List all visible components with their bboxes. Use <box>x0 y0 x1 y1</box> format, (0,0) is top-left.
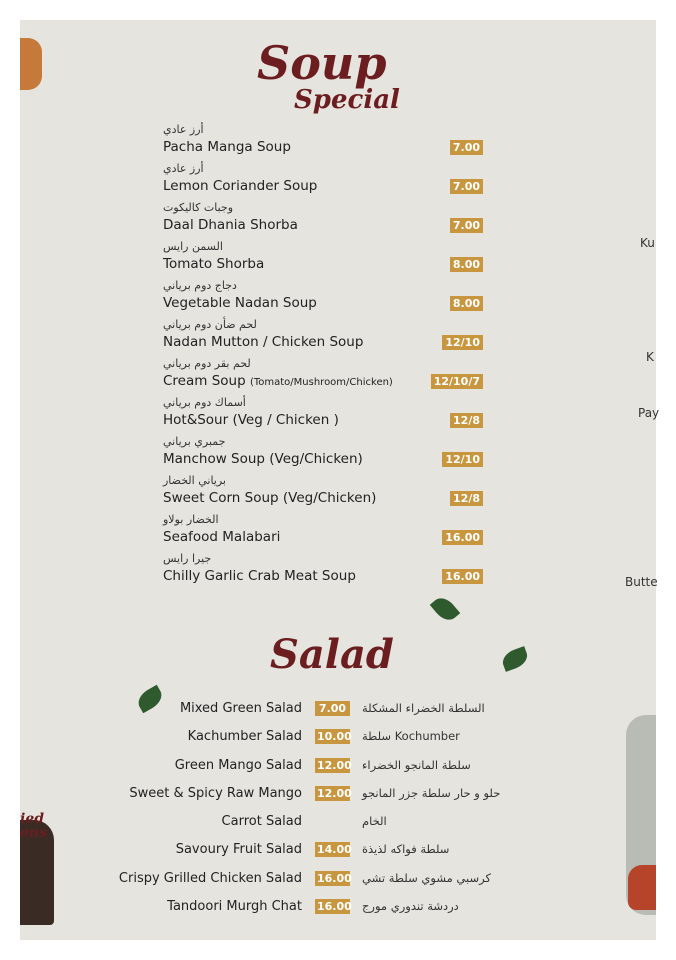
soup-item <box>163 474 483 513</box>
soup-item-arabic: الخضار بولاو <box>163 513 219 526</box>
salad-item-name: Sweet & Spicy Raw Mango <box>129 785 302 801</box>
right-edge-text-3: Pay <box>638 406 660 420</box>
salad-item-price: 10.00 <box>317 730 352 744</box>
soup-item <box>163 396 483 435</box>
soup-item-arabic: جيرا رايس <box>163 552 212 565</box>
soup-item-variants: (Tomato/Mushroom/Chicken) <box>249 377 393 388</box>
soup-item-name-wrap <box>163 373 393 389</box>
salad-item-arabic: كرسبي مشوي سلطة تشي <box>362 870 491 885</box>
left-edge-heading-line2: ens <box>20 825 47 841</box>
soup-item-price: 7.00 <box>450 140 483 155</box>
soup-item-price: 16.00 <box>442 530 483 545</box>
salad-item-name: Carrot Salad <box>221 814 302 830</box>
salad-item-arabic: السلطة الخضراء المشكلة <box>362 701 485 715</box>
soup-item-name: Seafood Malabari <box>163 529 281 545</box>
soup-item-name: Pacha Manga Soup <box>163 139 291 155</box>
salad-item-price: 12.00 <box>317 786 352 800</box>
soup-item-name: Vegetable Nadan Soup <box>163 295 317 311</box>
right-edge-text-4: Butte <box>625 575 658 589</box>
soup-item <box>163 240 483 279</box>
soup-item <box>163 357 483 396</box>
soup-item-name: Chilly Garlic Crab Meat Soup <box>163 568 356 584</box>
salad-item <box>0 725 676 753</box>
salad-item-name: Green Mango Salad <box>174 757 302 773</box>
soup-item <box>163 123 483 162</box>
left-edge-heading-line1: ied <box>20 811 45 827</box>
salad-item <box>0 838 676 866</box>
soup-item <box>163 552 483 591</box>
soup-item-arabic: أرز عادي <box>163 162 204 175</box>
soup-item-name: Hot&Sour (Veg / Chicken ) <box>163 412 339 428</box>
salad-title: Salad <box>270 631 394 678</box>
soup-item-price: 12/10 <box>442 452 483 467</box>
right-edge-text-2: K <box>646 350 654 364</box>
soup-item-arabic: وجبات كاليكوت <box>163 201 234 214</box>
soup-item <box>163 279 483 318</box>
salad-item-arabic: دردشة تندوري مورج <box>362 899 459 914</box>
soup-item <box>163 162 483 201</box>
soup-item-name: Cream Soup <box>163 373 246 389</box>
soup-item-price: 8.00 <box>450 257 483 272</box>
soup-item-arabic: السمن رايس <box>163 240 223 253</box>
salad-item-name: Savoury Fruit Salad <box>175 842 302 858</box>
salad-item-price: 7.00 <box>315 701 350 716</box>
soup-item-arabic: دجاج دوم برياني <box>163 279 237 292</box>
soup-item <box>163 201 483 240</box>
salad-item-price: 16.00 <box>317 871 352 885</box>
salad-item <box>0 810 676 841</box>
right-edge-text-1: Ku <box>640 236 655 250</box>
soup-item-price: 12/10 <box>442 335 483 350</box>
salad-item <box>0 697 676 725</box>
soup-item <box>163 318 483 357</box>
soup-item-arabic: أرز عادي <box>163 123 204 136</box>
soup-item-arabic: لحم بقر دوم برياني <box>163 357 251 370</box>
soup-item <box>163 513 483 552</box>
salad-item <box>0 867 676 895</box>
soup-item-price: 8.00 <box>450 296 483 311</box>
salad-item-price: 12.00 <box>317 758 352 772</box>
soup-item-arabic: لحم ضأن دوم برياني <box>163 318 257 331</box>
soup-item-price: 12/8 <box>450 491 483 506</box>
salad-item <box>0 782 676 810</box>
food-image-left-top <box>20 38 42 90</box>
soup-item-arabic: أسماك دوم برياني <box>163 396 246 409</box>
salad-item-name: Mixed Green Salad <box>179 701 302 716</box>
soup-item-name: Sweet Corn Soup (Veg/Chicken) <box>163 490 377 506</box>
soup-item-price: 7.00 <box>450 218 483 233</box>
salad-item <box>0 895 676 923</box>
soup-item-name: Nadan Mutton / Chicken Soup <box>163 334 364 350</box>
salad-item-arabic: سلطة المانجو الخضراء <box>362 757 471 772</box>
salad-item-name: Tandoori Murgh Chat <box>167 899 302 915</box>
salad-item-price: 14.00 <box>317 843 352 857</box>
soup-item-name: Daal Dhania Shorba <box>163 217 298 233</box>
salad-item-name: Crispy Grilled Chicken Salad <box>118 870 302 886</box>
soup-item-name: Lemon Coriander Soup <box>163 178 318 194</box>
soup-item-price: 12/8 <box>450 413 483 428</box>
soup-item-price: 16.00 <box>442 569 483 584</box>
salad-list <box>0 697 676 923</box>
salad-item-name: Kachumber Salad <box>187 729 302 745</box>
soup-item-price: 7.00 <box>450 179 483 194</box>
salad-item-arabic: سلطة فواكه لذيذة <box>362 842 450 857</box>
salad-item <box>0 754 676 782</box>
soup-item-arabic: برياني الخضار <box>163 474 226 487</box>
soup-title: Soup <box>257 36 387 90</box>
salad-item-arabic: حلو و حار سلطة جزر المانجو <box>362 785 501 800</box>
soup-item-name: Tomato Shorba <box>163 256 265 272</box>
salad-item-arabic: سلطة Kochumber <box>362 729 460 744</box>
soup-item-price: 12/10/7 <box>431 374 483 389</box>
soup-item <box>163 435 483 474</box>
salad-item-arabic: الخام <box>362 814 387 829</box>
soup-list <box>163 123 483 591</box>
soup-subtitle: Special <box>294 85 400 115</box>
soup-item-name: Manchow Soup (Veg/Chicken) <box>163 451 363 467</box>
salad-item-price: 16.00 <box>317 900 352 914</box>
soup-item-arabic: جمبري برياني <box>163 435 226 448</box>
